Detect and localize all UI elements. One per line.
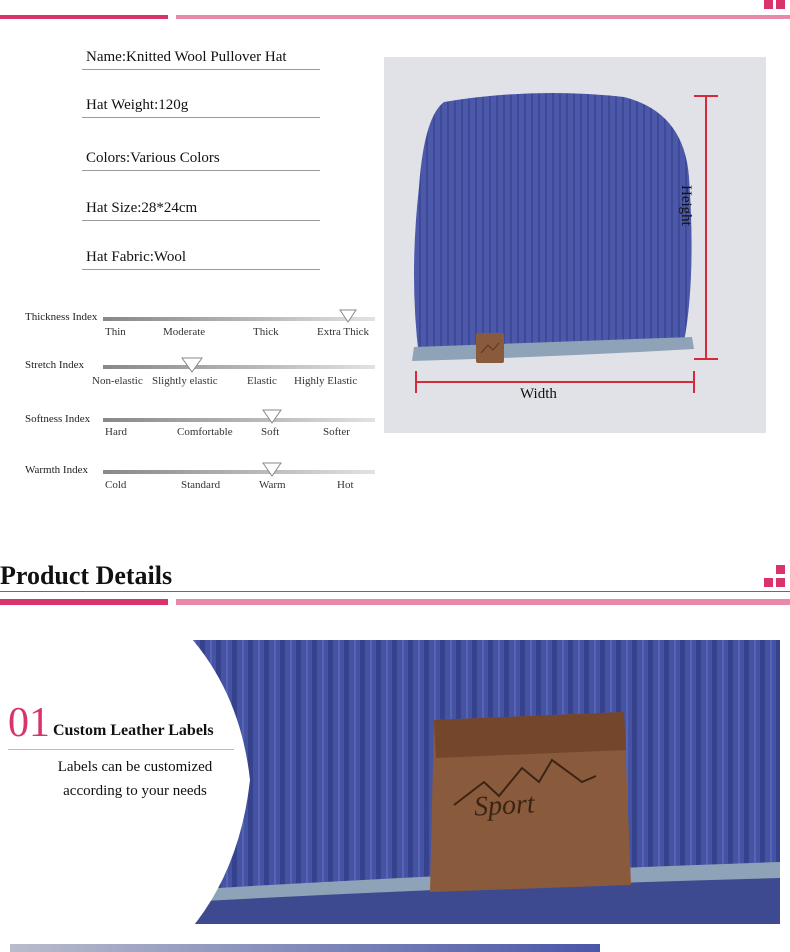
spec-size: Hat Size:28*24cm <box>82 198 320 221</box>
index-tick: Warm <box>259 479 286 491</box>
feature-number: 01 <box>8 700 50 746</box>
index-tick: Standard <box>181 479 221 491</box>
index-tick: Hot <box>337 479 354 491</box>
index-tick: Highly Elastic <box>294 375 358 387</box>
index-label-warmth: Warmth Index <box>25 464 88 476</box>
index-tick: Thin <box>105 326 126 338</box>
spec-colors: Colors:Various Colors <box>82 148 320 171</box>
header-square-icon <box>764 0 773 9</box>
hat-illustration <box>384 57 766 433</box>
section-title: Product Details <box>0 561 173 590</box>
index-track-softness <box>103 418 375 422</box>
index-tick: Elastic <box>247 375 277 387</box>
index-tick: Slightly elastic <box>152 375 218 387</box>
index-tick: Non-elastic <box>92 375 143 387</box>
feature-desc-line1: Labels can be customized <box>57 759 213 775</box>
index-tick: Softer <box>323 426 350 438</box>
section-square-icon <box>764 578 773 587</box>
header-square-icon <box>776 0 785 9</box>
spec-weight: Hat Weight:120g <box>82 95 320 118</box>
index-tick: Moderate <box>163 326 206 338</box>
index-tick: Soft <box>261 426 280 438</box>
index-tick: Hard <box>105 426 127 438</box>
feature-title: Custom Leather Labels <box>53 722 214 739</box>
section-square-icon <box>776 565 785 574</box>
section-title-underline <box>0 591 790 592</box>
spec-name: Name:Knitted Wool Pullover Hat <box>82 47 320 70</box>
height-label: Height <box>678 185 694 226</box>
section-square-icon <box>776 578 785 587</box>
index-label-stretch: Stretch Index <box>25 359 84 371</box>
index-label-softness: Softness Index <box>25 413 91 425</box>
feature-divider <box>8 749 234 750</box>
index-tick: Extra Thick <box>317 326 370 338</box>
index-tick: Thick <box>253 326 279 338</box>
index-tick: Comfortable <box>177 426 233 438</box>
spec-fabric: Hat Fabric:Wool <box>82 247 320 270</box>
section-bar-left <box>0 599 168 605</box>
index-tick: Cold <box>105 479 127 491</box>
index-track-stretch <box>103 365 375 369</box>
section-bar-right <box>176 599 790 605</box>
header-bar-right <box>176 15 790 19</box>
feature-desc-line2: according to your needs <box>63 783 207 799</box>
next-photo-edge <box>10 944 600 952</box>
header-bar-left <box>0 15 168 19</box>
hat-photo <box>384 57 766 433</box>
leather-label-text: Sport <box>473 788 536 823</box>
index-track-thickness <box>103 317 375 321</box>
index-label-thickness: Thickness Index <box>25 311 98 323</box>
feature-description <box>30 755 240 803</box>
index-track-warmth <box>103 470 375 474</box>
width-label: Width <box>520 386 557 402</box>
